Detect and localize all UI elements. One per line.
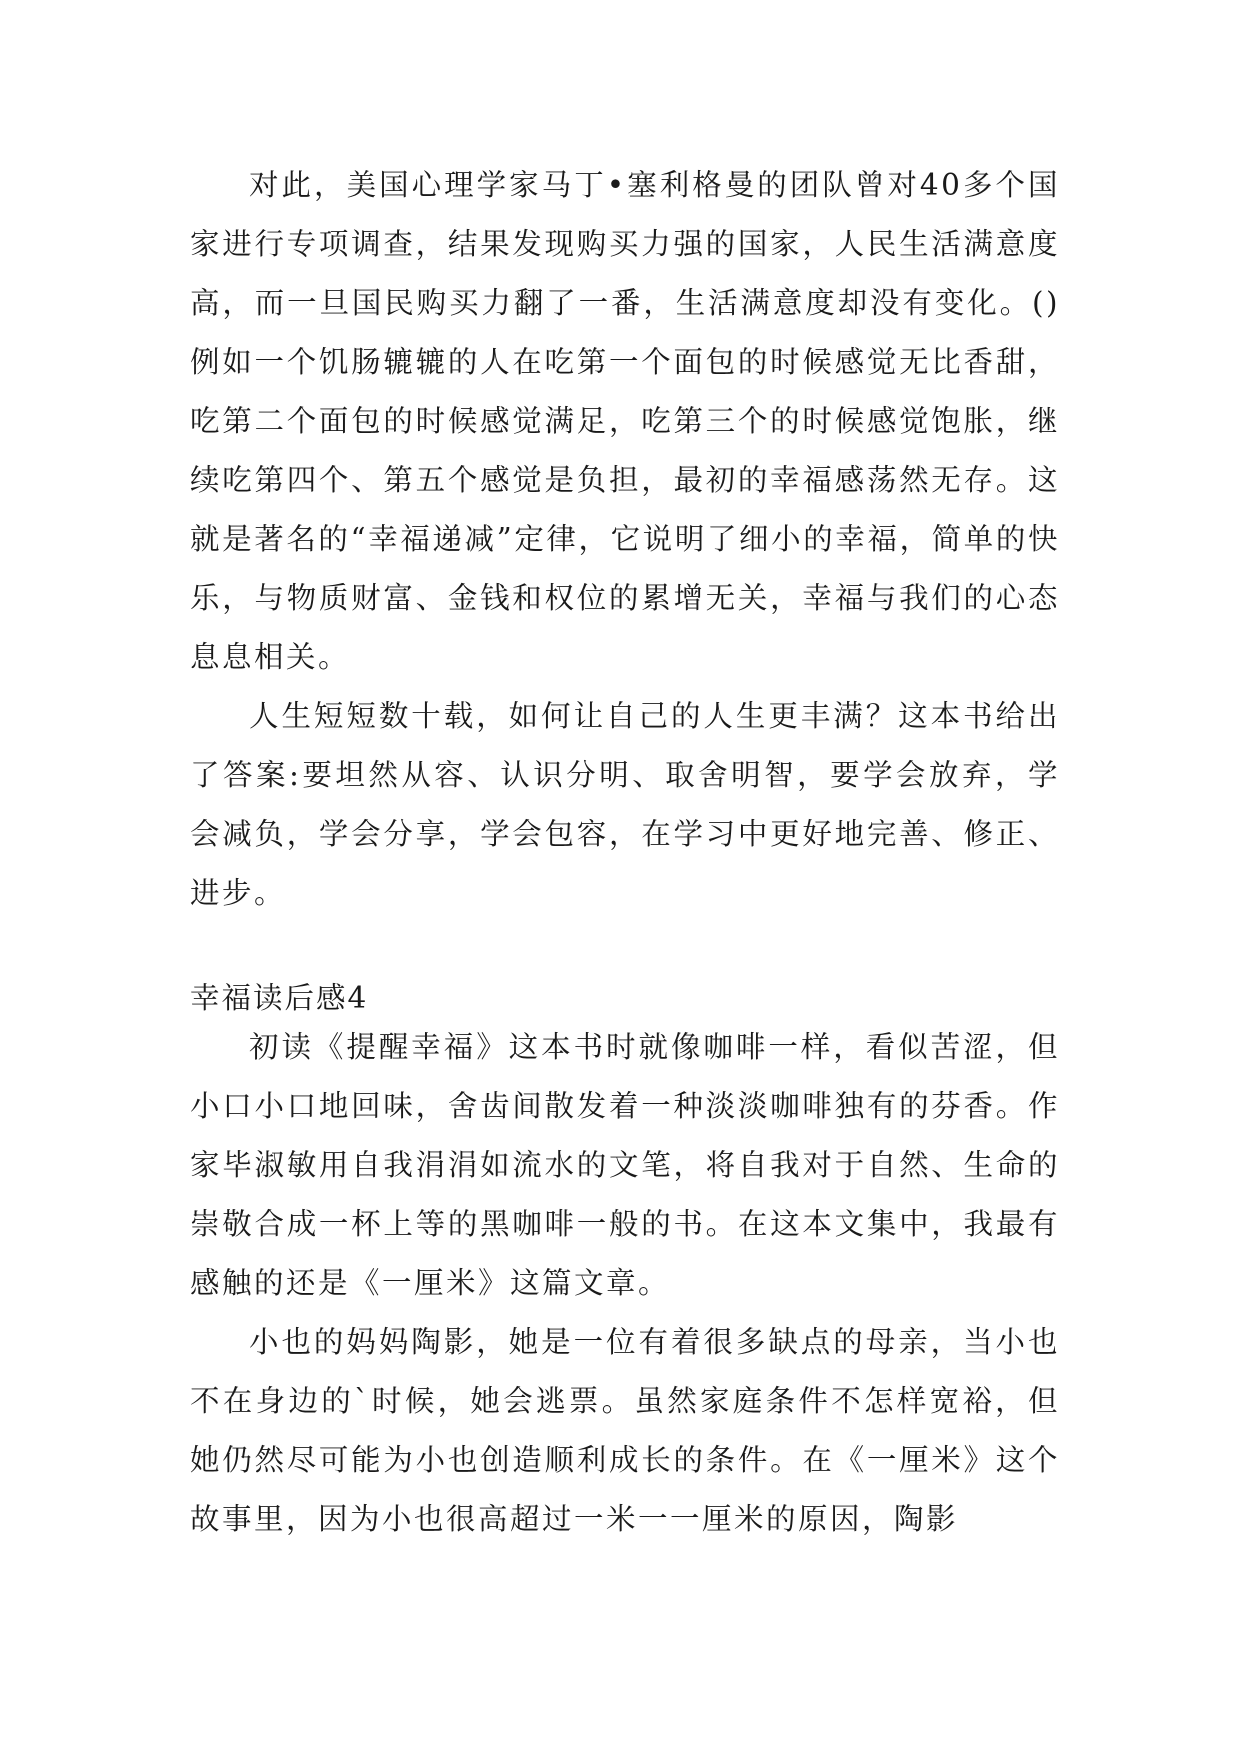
paragraph: 人生短短数十载，如何让自己的人生更丰满？这本书给出了答案:要坦然从容、认识分明、取舍明智，要学会放弃，学会减负，学会分享，学会包容，在学习中更好地完善、修正、进步。	[190, 699, 1060, 910]
section-1-body	[190, 156, 1060, 923]
paragraph: 小也的妈妈陶影，她是一位有着很多缺点的母亲，当小也不在身边的`时候，她会逃票。虽然家庭条件不怎样宽裕，但她仍然尽可能为小也创造顺利成长的条件。在《一厘米》这个故事里，因为小也很高超过一米一一厘米的原因，陶影	[190, 1325, 1060, 1536]
section-2-body	[190, 1018, 1060, 1549]
paragraph: 初读《提醒幸福》这本书时就像咖啡一样，看似苦涩，但小口小口地回味，舍齿间散发着一种淡淡咖啡独有的芬香。作家毕淑敏用自我涓涓如流水的文笔，将自我对于自然、生命的崇敬合成一杯上等的黑咖啡一般的书。在这本文集中，我最有感触的还是《一厘米》这篇文章。	[190, 1030, 1060, 1300]
section-heading: 幸福读后感4	[190, 981, 369, 1015]
paragraph: 对此，美国心理学家马丁•塞利格曼的团队曾对40多个国家进行专项调查，结果发现购买力强的国家，人民生活满意度高，而一旦国民购买力翻了一番，生活满意度却没有变化。()例如一个饥肠辘辘的人在吃第一个面包的时候感觉无比香甜，吃第二个面包的时候感觉满足，吃第三个的时候感觉饱胀，继续吃第四个、第五个感觉是负担，最初的幸福感荡然无存。这就是著名的“幸福递减”定律，它说明了细小的幸福，简单的快乐，与物质财富、金钱和权位的累增无关，幸福与我们的心态息息相关。	[190, 168, 1060, 674]
